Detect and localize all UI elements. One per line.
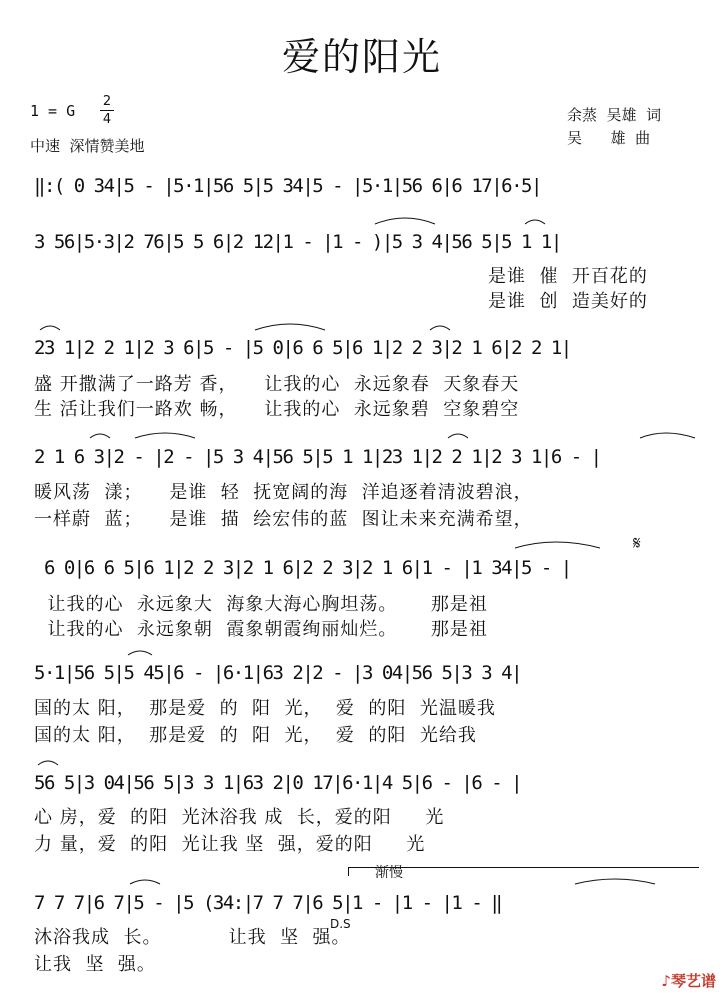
score-row-2-lyric-1: 是谁 催 开百花的 bbox=[488, 266, 648, 287]
score-row-6-lyric-1: 国的太 阳， 那是爱 的 阳 光， 爱 的阳 光温暖我 bbox=[34, 698, 496, 719]
tempo-marking: 中速 深情赞美地 bbox=[30, 137, 145, 155]
score-row-4-notes: 2 1 6 3|2 - |2 - |5 3 4|56 5|5 1 1|23 1|2 2 1|2 3 1|6 - | bbox=[34, 446, 601, 468]
score-row-5-lyric-2: 让我的心 永远象朝 霞象朝霞绚丽灿烂。 那是祖 bbox=[34, 619, 488, 640]
score-row-7-notes: 56 5|3 04|56 5|3 3 1|63 2|0 17|6·1|4 5|6 - |6 - | bbox=[34, 772, 522, 794]
score-row-6-notes: 5·1|56 5|5 45|6 - |6·1|63 2|2 - |3 04|56 5|3 3 4| bbox=[34, 662, 522, 684]
score-row-3-lyric-1: 盛 开撒满了一路芳 香， 让我的心 永远象春 天象春天 bbox=[34, 374, 520, 395]
key-signature: 1 = G bbox=[30, 102, 76, 120]
score-row-7-lyric-2: 力 量，爱 的阳 光让我 坚 强，爱的阳 光 bbox=[34, 834, 426, 855]
ritardando-mark: 渐慢 bbox=[375, 865, 403, 881]
score-row-4-lyric-2: 一样蔚 蓝； 是谁 描 绘宏伟的蓝 图让未来充满希望， bbox=[34, 509, 533, 530]
ds-mark: D.S bbox=[330, 917, 351, 931]
score-row-8-lyric-1: 沐浴我成 长。 让我 坚 强。 bbox=[34, 927, 351, 948]
score-row-3-notes: 23 1|2 2 1|2 3 6|5 - |5 0|6 6 5|6 1|2 2 3|2 1 6|2 2 1| bbox=[34, 337, 571, 359]
score-row-8-notes: 7 7 7|6 7|5 - |5 (34:|7 7 7|6 5|1 - |1 - |1 - ‖ bbox=[34, 892, 502, 914]
score-row-6-lyric-2: 国的太 阳， 那是爱 的 阳 光， 爱 的阳 光给我 bbox=[34, 725, 477, 746]
time-signature-bottom: 4 bbox=[102, 112, 112, 127]
time-signature-top: 2 bbox=[102, 94, 112, 109]
score-row-5-lyric-1: 让我的心 永远象大 海象大海心胸坦荡。 那是祖 bbox=[34, 594, 488, 615]
segno-mark: 𝄋 bbox=[633, 533, 641, 554]
song-title: 爱的阳光 bbox=[281, 35, 442, 79]
score-row-3-lyric-2: 生 活让我们一路欢 畅， 让我的心 永远象碧 空象碧空 bbox=[34, 399, 520, 420]
score-row-2-lyric-2: 是谁 创 造美好的 bbox=[488, 291, 648, 312]
score-row-5-notes: 6 0|6 6 5|6 1|2 2 3|2 1 6|2 2 3|2 1 6|1 - |1 34|5 - | bbox=[34, 557, 571, 579]
score-row-2-notes: 3 56|5·3|2 76|5 5 6|2 12|1 - |1 - )|5 3 4|56 5|5 1 1| bbox=[34, 231, 561, 253]
logo-icon: ♪ bbox=[661, 972, 671, 990]
lyricist-credit: 余蒸 吴雄 词 bbox=[567, 106, 662, 124]
score-row-4-lyric-1: 暖风荡 漾； 是谁 轻 抚宽阔的海 洋追逐着清波碧浪， bbox=[34, 482, 533, 503]
score-row-7-lyric-1: 心 房，爱 的阳 光沐浴我 成 长，爱的阳 光 bbox=[34, 807, 445, 828]
site-logo: ♪琴艺谱 bbox=[661, 972, 716, 990]
score-row-8-lyric-2: 让我 坚 强。 bbox=[34, 954, 156, 975]
score-row-1-notes: ‖:( 0 34|5 - |5·1|56 5|5 34|5 - |5·1|56 6|6 17|6·5| bbox=[34, 175, 541, 197]
composer-credit: 吴 雄 曲 bbox=[567, 129, 651, 147]
